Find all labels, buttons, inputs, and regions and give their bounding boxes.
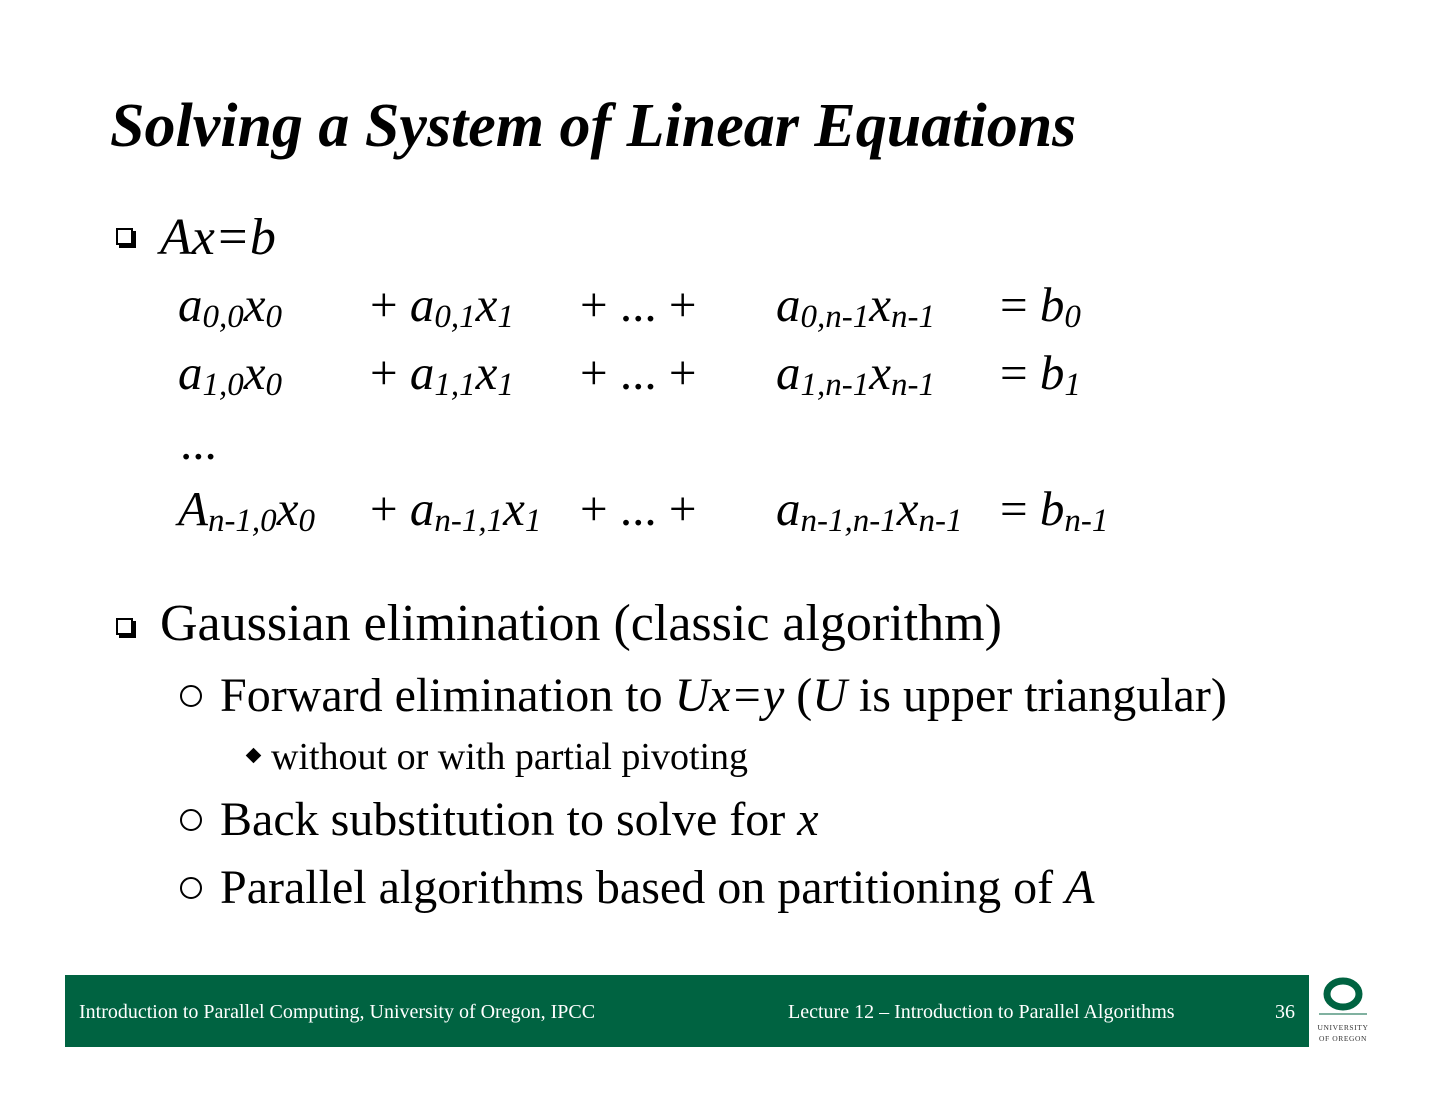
diamond-bullet-icon — [246, 748, 262, 764]
svg-text:UNIVERSITY: UNIVERSITY — [1317, 1023, 1369, 1032]
eq-ellipsis-term: + ... + — [580, 481, 697, 536]
bullet-ax-eq-b: Ax=b — [160, 209, 276, 266]
eq-ellipsis-term: + ... + — [580, 277, 697, 332]
square-bullet-icon — [116, 618, 133, 635]
footer-course: Introduction to Parallel Computing, University of Oregon, IPCC — [79, 1001, 596, 1023]
sub-bullet-parallel-algorithms: Parallel algorithms based on partitioning of A — [180, 864, 1094, 912]
bullet-gaussian-elimination: Gaussian elimination (classic algorithm) — [160, 595, 1002, 652]
eq-term-1: $A_{n-1,0}x_0$ — [178, 481, 315, 539]
sub-bullet-back-substitution: Back substitution to solve for x — [180, 796, 819, 844]
footer-lecture: Lecture 12 – Introduction to Parallel Algorithms — [788, 1001, 1175, 1023]
slide-title: Solving a System of Linear Equations — [110, 92, 1077, 160]
eq-rhs: = $b_0$ — [1000, 277, 1081, 335]
footer-bar — [65, 975, 1309, 1047]
eq-ellipsis-row: ... — [180, 415, 217, 470]
university-of-oregon-logo — [1313, 976, 1373, 1046]
eq-term-2: + $a_{1,1}x_1$ — [370, 345, 514, 403]
circle-bullet-icon — [180, 877, 202, 899]
square-bullet-icon — [116, 228, 133, 245]
eq-term-last: $a_{1,n-1}x_{n-1}$ — [776, 345, 935, 403]
svg-text:OF OREGON: OF OREGON — [1318, 1034, 1368, 1043]
circle-bullet-icon — [180, 809, 202, 831]
eq-rhs: = $b_1$ — [1000, 345, 1081, 403]
sub-bullet-forward-elimination: Forward elimination to Ux=y (U is upper triangular) — [180, 672, 1227, 720]
eq-term-1: $a_{0,0}x_0$ — [178, 277, 282, 335]
circle-bullet-icon — [180, 685, 202, 707]
footer-page-number: 36 — [1275, 1001, 1295, 1023]
eq-term-1: $a_{1,0}x_0$ — [178, 345, 282, 403]
eq-term-last: $a_{0,n-1}x_{n-1}$ — [776, 277, 935, 335]
eq-term-last: $a_{n-1,n-1}x_{n-1}$ — [776, 481, 963, 539]
eq-term-2: + $a_{0,1}x_1$ — [370, 277, 514, 335]
eq-rhs: = $b_{n-1}$ — [1000, 481, 1109, 539]
sub-sub-bullet-pivoting: without or with partial pivoting — [248, 738, 748, 776]
eq-term-2: + $a_{n-1,1}x_1$ — [370, 481, 542, 539]
eq-ellipsis-term: + ... + — [580, 345, 697, 400]
